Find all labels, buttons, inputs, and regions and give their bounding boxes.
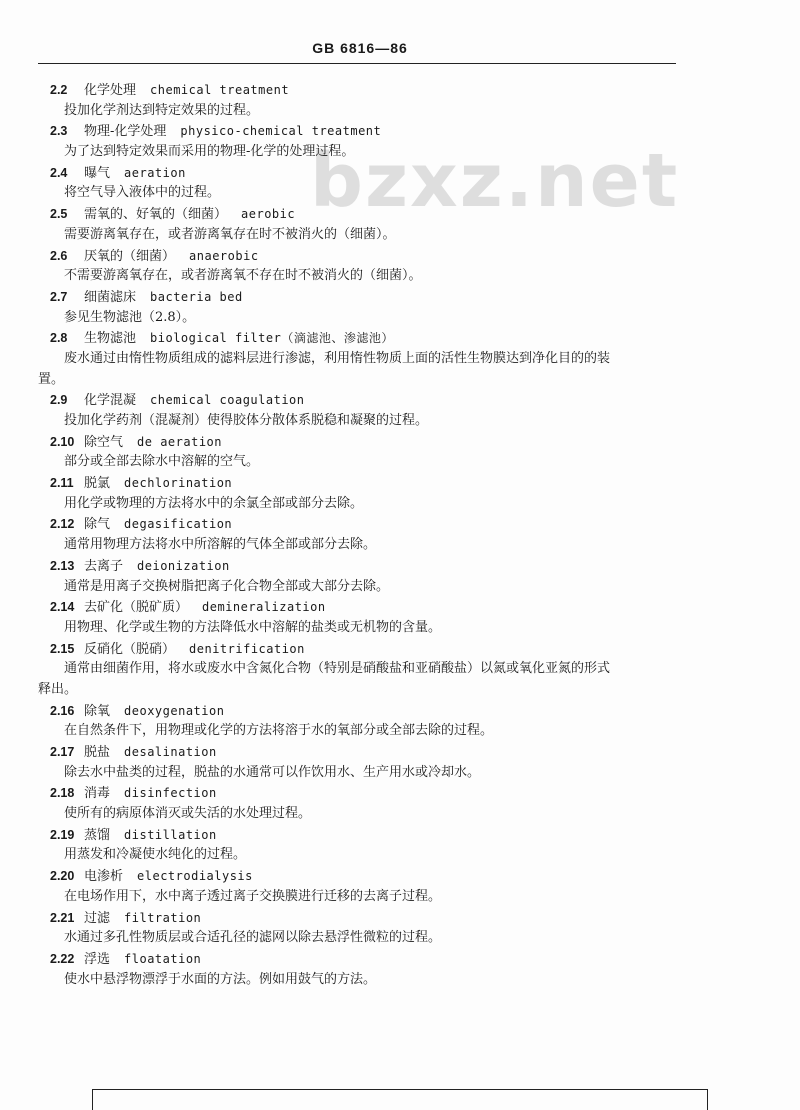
term-definition: 参见生物滤池（2.8）。: [64, 309, 196, 325]
term-definition: 需要游离氧存在，或者游离氧存在时不被消火的（细菌）。: [64, 226, 396, 242]
term-entry: [0, 432, 800, 473]
term-english: distillation: [124, 827, 217, 842]
term-entry: [0, 514, 800, 555]
term-chinese: 细菌滤床: [84, 289, 137, 305]
term-definition: 投加化学药剂（混凝剂）使得胶体分散体系脱稳和凝聚的过程。: [64, 413, 429, 428]
term-heading: [0, 639, 800, 660]
term-entry: [0, 328, 800, 390]
term-entry: [0, 701, 800, 742]
term-definition: 部分或全部去除水中溶解的空气。: [64, 454, 260, 470]
term-heading: [0, 390, 800, 411]
term-heading: [0, 742, 800, 763]
footer-box: [92, 1089, 708, 1110]
term-number: 2.7: [50, 289, 68, 304]
term-chinese: 曝气: [84, 165, 111, 181]
standard-number-header: GB 6816—86: [312, 40, 408, 56]
term-definition: 水通过多孔性物质层或合适孔径的滤网以除去悬浮性微粒的过程。: [64, 930, 442, 946]
term-entry: [0, 556, 800, 597]
term-entry: [0, 80, 800, 121]
term-number: 2.8: [50, 331, 68, 346]
term-chinese: 消毒: [84, 786, 111, 802]
term-english: desalination: [124, 745, 217, 759]
term-chinese: 除氧: [84, 703, 111, 719]
term-entry: [0, 163, 800, 204]
term-number: 2.9: [50, 393, 68, 408]
term-english: chemical coagulation: [150, 393, 305, 408]
term-number: 2.2: [50, 83, 68, 97]
term-chinese: 除空气: [84, 434, 124, 450]
term-english: deoxygenation: [124, 703, 225, 718]
term-number: 2.6: [50, 248, 68, 263]
term-number: 2.19: [50, 827, 75, 842]
term-entry: [0, 742, 800, 783]
term-heading: [0, 908, 800, 929]
term-chinese: 电渗析: [84, 869, 124, 885]
term-english: deionization: [137, 558, 230, 573]
term-number: 2.3: [50, 124, 68, 139]
term-heading: [0, 80, 800, 101]
term-heading: [0, 204, 800, 225]
term-number: 2.14: [50, 600, 75, 615]
term-english: bacteria bed: [150, 289, 243, 304]
term-chinese: 反硝化（脱硝）: [84, 641, 176, 657]
term-number: 2.12: [50, 517, 75, 532]
term-heading: [0, 556, 800, 577]
term-heading: [0, 246, 800, 267]
term-entry: [0, 639, 800, 701]
term-number: 2.18: [50, 786, 75, 801]
term-entry: [0, 390, 800, 431]
term-chinese: 脱盐: [84, 745, 111, 760]
term-definition: 除去水中盐类的过程，脱盐的水通常可以作饮用水、生产用水或冷却水。: [64, 764, 481, 780]
term-entry: [0, 121, 800, 162]
term-entry: [0, 287, 800, 328]
term-english: physico-chemical treatment: [180, 124, 382, 139]
term-entry: [0, 825, 800, 866]
term-entry: [0, 246, 800, 287]
term-definition: 释出。: [38, 681, 78, 697]
term-chinese: 浮选: [84, 951, 111, 967]
term-heading: [0, 328, 800, 349]
term-definition: 使所有的病原体消灭或失活的水处理过程。: [64, 806, 312, 822]
term-chinese: 去离子: [84, 558, 124, 574]
term-number: 2.5: [50, 207, 68, 222]
term-entry: [0, 783, 800, 824]
term-heading: [0, 701, 800, 722]
term-english: chemical treatment: [150, 83, 290, 97]
term-definition: 投加化学剂达到特定效果的过程。: [64, 102, 260, 118]
term-definition: 通常由细菌作用，将水或废水中含氮化合物（特别是硝酸盐和亚硝酸盐）以氮或氧化亚氮的形式: [64, 661, 611, 677]
term-english: disinfection: [124, 786, 217, 801]
term-entry: [0, 204, 800, 245]
term-entry: [0, 597, 800, 638]
term-number: 2.22: [50, 951, 75, 966]
term-chinese: 化学处理: [84, 83, 137, 98]
term-chinese: 过滤: [84, 910, 111, 926]
term-definition: 用化学或物理的方法将水中的余氯全部或部分去除。: [64, 495, 364, 511]
term-heading: [0, 949, 800, 970]
term-definition: 使水中悬浮物漂浮于水面的方法。例如用鼓气的方法。: [64, 971, 377, 987]
term-english: aeration: [124, 165, 186, 180]
term-chinese: 脱氯: [84, 476, 111, 492]
term-heading: [0, 163, 800, 184]
term-number: 2.4: [50, 165, 68, 180]
term-heading: [0, 825, 800, 846]
term-number: 2.15: [50, 641, 75, 656]
term-heading: [0, 514, 800, 535]
term-english: electrodialysis: [137, 869, 253, 884]
term-english: floatation: [124, 951, 202, 966]
term-entry: [0, 473, 800, 514]
term-english: anaerobic: [189, 248, 259, 263]
term-chinese: 除气: [84, 517, 111, 533]
term-definition: 在电场作用下，水中离子透过离子交换膜进行迁移的去离子过程。: [64, 888, 442, 904]
term-definition: 置。: [38, 371, 65, 387]
term-english: demineralization: [202, 600, 326, 615]
term-entry: [0, 908, 800, 949]
term-entry: [0, 949, 800, 990]
term-definition: 通常用物理方法将水中所溶解的气体全部或部分去除。: [64, 537, 377, 553]
term-definition: 为了达到特定效果而采用的物理-化学的处理过程。: [64, 144, 355, 160]
term-heading: [0, 866, 800, 887]
term-english: dechlorination: [124, 476, 233, 491]
term-definition: 用物理、化学或生物的方法降低水中溶解的盐类或无机物的含量。: [64, 619, 442, 635]
term-heading: [0, 473, 800, 494]
term-definition: 不需要游离氧存在，或者游离氧不存在时不被消火的（细菌）。: [64, 268, 422, 284]
term-number: 2.16: [50, 703, 75, 718]
term-number: 2.11: [50, 476, 74, 491]
term-chinese: 蒸馏: [84, 827, 111, 843]
term-entry: [0, 866, 800, 907]
term-heading: [0, 432, 800, 453]
term-chinese: 需氧的、好氧的（细菌）: [84, 207, 228, 223]
term-definition: 用蒸发和冷凝使水纯化的过程。: [64, 847, 247, 863]
term-chinese: 厌氧的（细菌）: [84, 248, 176, 264]
term-english: de aeration: [137, 434, 222, 449]
term-english: denitrification: [189, 641, 305, 656]
term-definition: 通常是用离子交换树脂把离子化合物全部或大部分去除。: [64, 578, 390, 594]
term-definition: 在自然条件下，用物理或化学的方法将溶于水的氧部分或全部去除的过程。: [64, 723, 494, 739]
term-number: 2.21: [50, 910, 75, 925]
term-heading: [0, 783, 800, 804]
term-number: 2.17: [50, 745, 75, 759]
term-number: 2.13: [50, 558, 75, 573]
term-definition: 将空气导入液体中的过程。: [64, 185, 221, 201]
term-chinese: 化学混凝: [84, 393, 137, 409]
term-number: 2.10: [50, 434, 75, 449]
term-chinese: 去矿化（脱矿质）: [84, 600, 189, 616]
term-heading: [0, 287, 800, 308]
term-english: biological filter（滴滤池、渗滤池）: [150, 331, 394, 346]
term-number: 2.20: [50, 869, 75, 884]
term-heading: [0, 121, 800, 142]
term-list: [0, 80, 800, 990]
term-heading: [0, 597, 800, 618]
term-chinese: 物理-化学处理: [84, 124, 167, 140]
term-english: aerobic: [241, 207, 296, 222]
header-rule: [38, 63, 676, 64]
term-english: degasification: [124, 517, 233, 532]
watermark: bzxz.net: [310, 138, 680, 224]
term-chinese: 生物滤池: [84, 331, 137, 347]
term-definition: 废水通过由惰性物质组成的滤料层进行渗滤，利用惰性物质上面的活性生物膜达到净化目的的装: [64, 350, 611, 366]
term-english: filtration: [124, 910, 202, 925]
